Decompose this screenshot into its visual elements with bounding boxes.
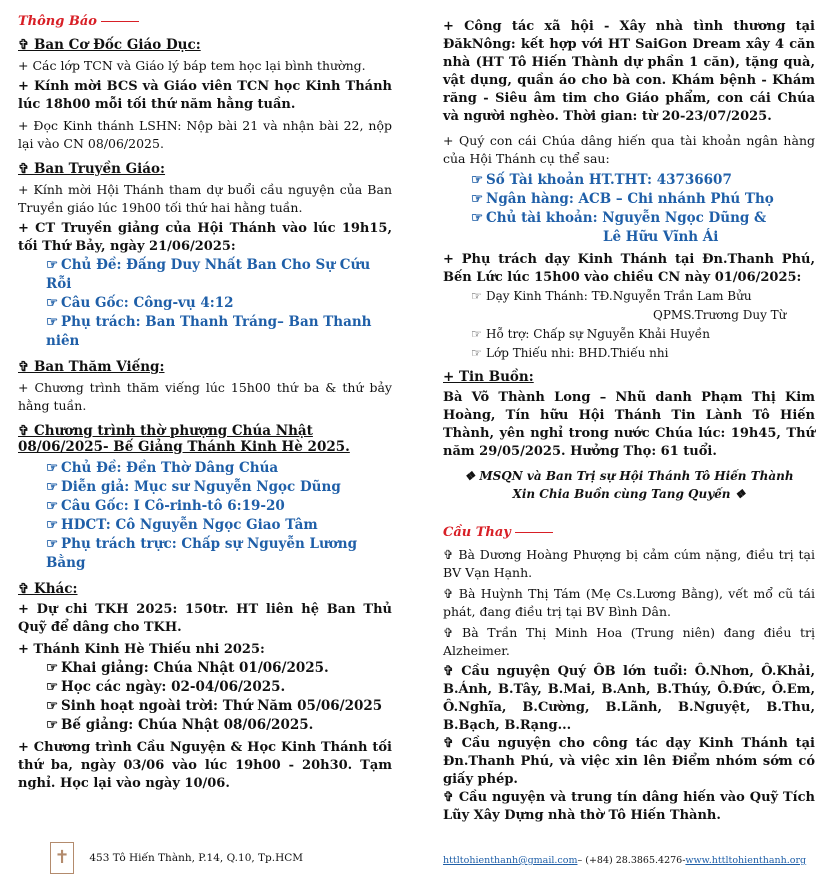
- list-item: ☞ Phụ trách: Ban Thanh Tráng– Ban Thanh niên: [46, 314, 372, 349]
- paragraph: + Thánh Kinh Hè Thiếu nhi 2025:: [18, 642, 265, 657]
- section-tho-phuong: ✞ Chương trình thờ phượng Chúa Nhật 08/06/2025- Bế Giảng Thánh Kinh Hè 2025.: [18, 423, 350, 455]
- list-item: ☞ Chủ Đề: Đấng Duy Nhất Ban Cho Sự Cứu Rỗi: [46, 257, 371, 292]
- paragraph: + Các lớp TCN và Giáo lý báp tem học lại bình thường.: [18, 58, 366, 73]
- hand-pointer-icon: ☞: [471, 346, 482, 360]
- thong-bao-header: [18, 14, 392, 29]
- website-link[interactable]: www.httltohienthanh.org: [685, 855, 807, 866]
- hand-pointer-icon: ☞: [46, 517, 59, 533]
- paragraph: + Kính mời Hội Thánh tham dự buổi cầu nguyện của Ban Truyền giáo lúc 19h00 tối thứ hai hằng tuần.: [18, 182, 392, 215]
- list-item: ☞ Phụ trách trực: Chấp sự Nguyễn Lương Bằng: [46, 536, 358, 571]
- hand-pointer-icon: ☞: [46, 314, 59, 330]
- paragraph: + Chương trình Cầu Nguyện & Học Kinh Thánh tối thứ ba, ngày 03/06 vào lúc 19h00 - 20h30. Tạm nghỉ. Học lại vào ngày 10/06.: [18, 740, 392, 791]
- hand-pointer-icon: ☞: [471, 172, 484, 188]
- paragraph: Bà Võ Thành Long – Nhũ danh Phạm Thị Kim Hoàng, Tín hữu Hội Thánh Tin Lành Tô Hiến Thành, yên nghỉ trong nước Chúa lúc: 19h45, Thứ năm 29/05/2025. Hưởng Thọ: 61 tuổi.: [443, 390, 815, 459]
- prayer-item: ✞ Cầu nguyện và trung tín dâng hiến vào Quỹ Tích Lũy Xây Dựng nhà thờ Tô Hiến Thành.: [443, 790, 815, 823]
- hand-pointer-icon: ☞: [471, 289, 482, 303]
- paragraph: + Chương trình thăm viếng lúc 15h00 thứ ba & thứ bảy hằng tuần.: [18, 380, 392, 413]
- right-column: [443, 0, 815, 825]
- hand-pointer-icon: ☞: [46, 479, 59, 495]
- prayer-item: ✞ Cầu nguyện cho công tác dạy Kinh Thánh tại Đn.Thanh Phú, và việc xin lên Điểm nhóm sớm có giấy phép.: [443, 736, 815, 787]
- footer-address: ✝ 453 Tô Hiến Thành, P.14, Q.10, Tp.HCM: [50, 842, 303, 874]
- section-tin-buon: + Tin Buồn:: [443, 369, 534, 385]
- paragraph: + CT Truyền giảng của Hội Thánh vào lúc 19h15, tối Thứ Bảy, ngày 21/06/2025:: [18, 221, 392, 254]
- thong-bao-logo: Thông Báo: [18, 14, 97, 29]
- section-truyen-giao: ✞ Ban Truyền Giáo:: [18, 161, 166, 177]
- hand-pointer-icon: ☞: [471, 191, 484, 207]
- prayer-item: ✞ Bà Huỳnh Thị Tám (Mẹ Cs.Lương Bằng), vết mổ cũ tái phát, đang điều trị tại BV Bình Dân.: [443, 586, 815, 619]
- list-item: ☞ Học các ngày: 02-04/06/2025.: [46, 679, 286, 695]
- prayer-item: ✞ Bà Trần Thị Minh Hoa (Trung niên) đang điều trị Alzheimer.: [443, 625, 815, 658]
- prayer-item: ✞ Bà Dương Hoàng Phượng bị cảm cúm nặng, điều trị tại BV Vạn Hạnh.: [443, 547, 815, 580]
- list-item-cont: QPMS.Trương Duy Từ: [653, 308, 787, 322]
- condolence-line: Xin Chia Buồn cùng Tang Quyến ❖: [512, 487, 746, 501]
- list-item: ☞ Câu Gốc: Công-vụ 4:12: [46, 295, 234, 311]
- paragraph: + Đọc Kinh thánh LSHN: Nộp bài 21 và nhận bài 22, nộp lại vào CN 08/06/2025.: [18, 118, 392, 151]
- paragraph: + Quý con cái Chúa dâng hiến qua tài khoản ngân hàng của Hội Thánh cụ thể sau:: [443, 133, 815, 166]
- section-khac: ✞ Khác:: [18, 581, 78, 597]
- bank-item: ☞ Ngân hàng: ACB – Chi nhánh Phú Thọ: [471, 191, 774, 207]
- hand-pointer-icon: ☞: [46, 498, 59, 514]
- cau-thay-header: [443, 525, 815, 540]
- hand-pointer-icon: ☞: [471, 327, 482, 341]
- hand-pointer-icon: ☞: [46, 295, 59, 311]
- hand-pointer-icon: ☞: [46, 460, 59, 476]
- list-item: ☞ HDCT: Cô Nguyễn Ngọc Giao Tâm: [46, 517, 318, 533]
- section-tham-vieng: ✞ Ban Thăm Viếng:: [18, 359, 165, 375]
- bank-item-cont: Lê Hữu Vĩnh Ái: [603, 229, 719, 245]
- hand-pointer-icon: ☞: [46, 679, 59, 695]
- left-column: [18, 0, 392, 793]
- list-item: ☞ Sinh hoạt ngoài trời: Thứ Năm 05/06/2025: [46, 698, 383, 714]
- section-co-doc-giao-duc: ✞ Ban Cơ Đốc Giáo Dục:: [18, 37, 201, 53]
- hand-pointer-icon: ☞: [46, 536, 59, 552]
- email-link[interactable]: httltohienthanh@gmail.com: [443, 855, 578, 866]
- church-logo-icon: ✝: [50, 842, 74, 874]
- prayer-item: ✞ Cầu nguyện Quý ÔB lớn tuổi: Ô.Nhơn, Ô.Khải, B.Ánh, B.Tây, B.Mai, B.Anh, B.Thúy, Ô.Đức, Ô.Em, Ô.Nghĩa, B.Cường, B.Lãnh, B.Nguyệt, B.Thu, B.Bạch, B.Rạng...: [443, 664, 815, 733]
- list-item: ☞ Câu Gốc: I Cô-rinh-tô 6:19-20: [46, 498, 285, 514]
- paragraph: + Kính mời BCS và Giáo viên TCN học Kinh Thánh lúc 18h00 mỗi tối thứ năm hằng tuần.: [18, 79, 392, 112]
- condolence-line: ❖ MSQN và Ban Trị sự Hội Thánh Tô Hiến Thành: [464, 469, 794, 483]
- paragraph: + Dự chi TKH 2025: 150tr. HT liên hệ Ban Thủ Quỹ để dâng cho TKH.: [18, 602, 392, 635]
- hand-pointer-icon: ☞: [46, 698, 59, 714]
- list-item: ☞ Chủ Đề: Đền Thờ Dâng Chúa: [46, 460, 279, 476]
- hand-pointer-icon: ☞: [46, 257, 59, 273]
- hand-pointer-icon: ☞: [46, 660, 59, 676]
- list-item: ☞ Bế giảng: Chúa Nhật 08/06/2025.: [46, 717, 314, 733]
- paragraph: + Công tác xã hội - Xây nhà tình thương tại ĐăkNông: kết hợp với HT SaiGon Dream xây 4 căn nhà (HT Tô Hiến Thành dự phần 1 căn), tặng quà, vật dụng, quần áo cho bà con. Khám bệnh - Khám răng - Siêu âm tim cho Giáo phẩm, con cái Chúa và người nghèo. Thời gian: từ 20-23/07/2025.: [443, 19, 815, 124]
- paragraph: + Phụ trách dạy Kinh Thánh tại Đn.Thanh Phú, Bến Lức lúc 15h00 vào chiều CN này 01/06/2025:: [443, 252, 815, 285]
- list-item: ☞ Lớp Thiếu nhi: BHD.Thiếu nhi: [443, 344, 815, 363]
- footer-contact: httltohienthanh@gmail.com– (+84) 28.3865.4276-www.httltohienthanh.org: [443, 855, 807, 866]
- hand-pointer-icon: ☞: [471, 210, 484, 226]
- bank-item: ☞ Chủ tài khoản: Nguyễn Ngọc Dũng &: [471, 210, 767, 226]
- list-item: ☞ Diễn giả: Mục sư Nguyễn Ngọc Dũng: [46, 479, 341, 495]
- cau-thay-logo: Cầu Thay: [443, 525, 511, 540]
- hand-pointer-icon: ☞: [46, 717, 59, 733]
- list-item: ☞ Hỗ trợ: Chấp sự Nguyễn Khải Huyền: [443, 325, 815, 344]
- list-item: ☞ Khai giảng: Chúa Nhật 01/06/2025.: [46, 660, 329, 676]
- list-item: ☞ Dạy Kinh Thánh: TĐ.Nguyễn Trần Lam Bửu: [443, 287, 815, 306]
- bank-item: ☞ Số Tài khoản HT.THT: 43736607: [471, 172, 732, 188]
